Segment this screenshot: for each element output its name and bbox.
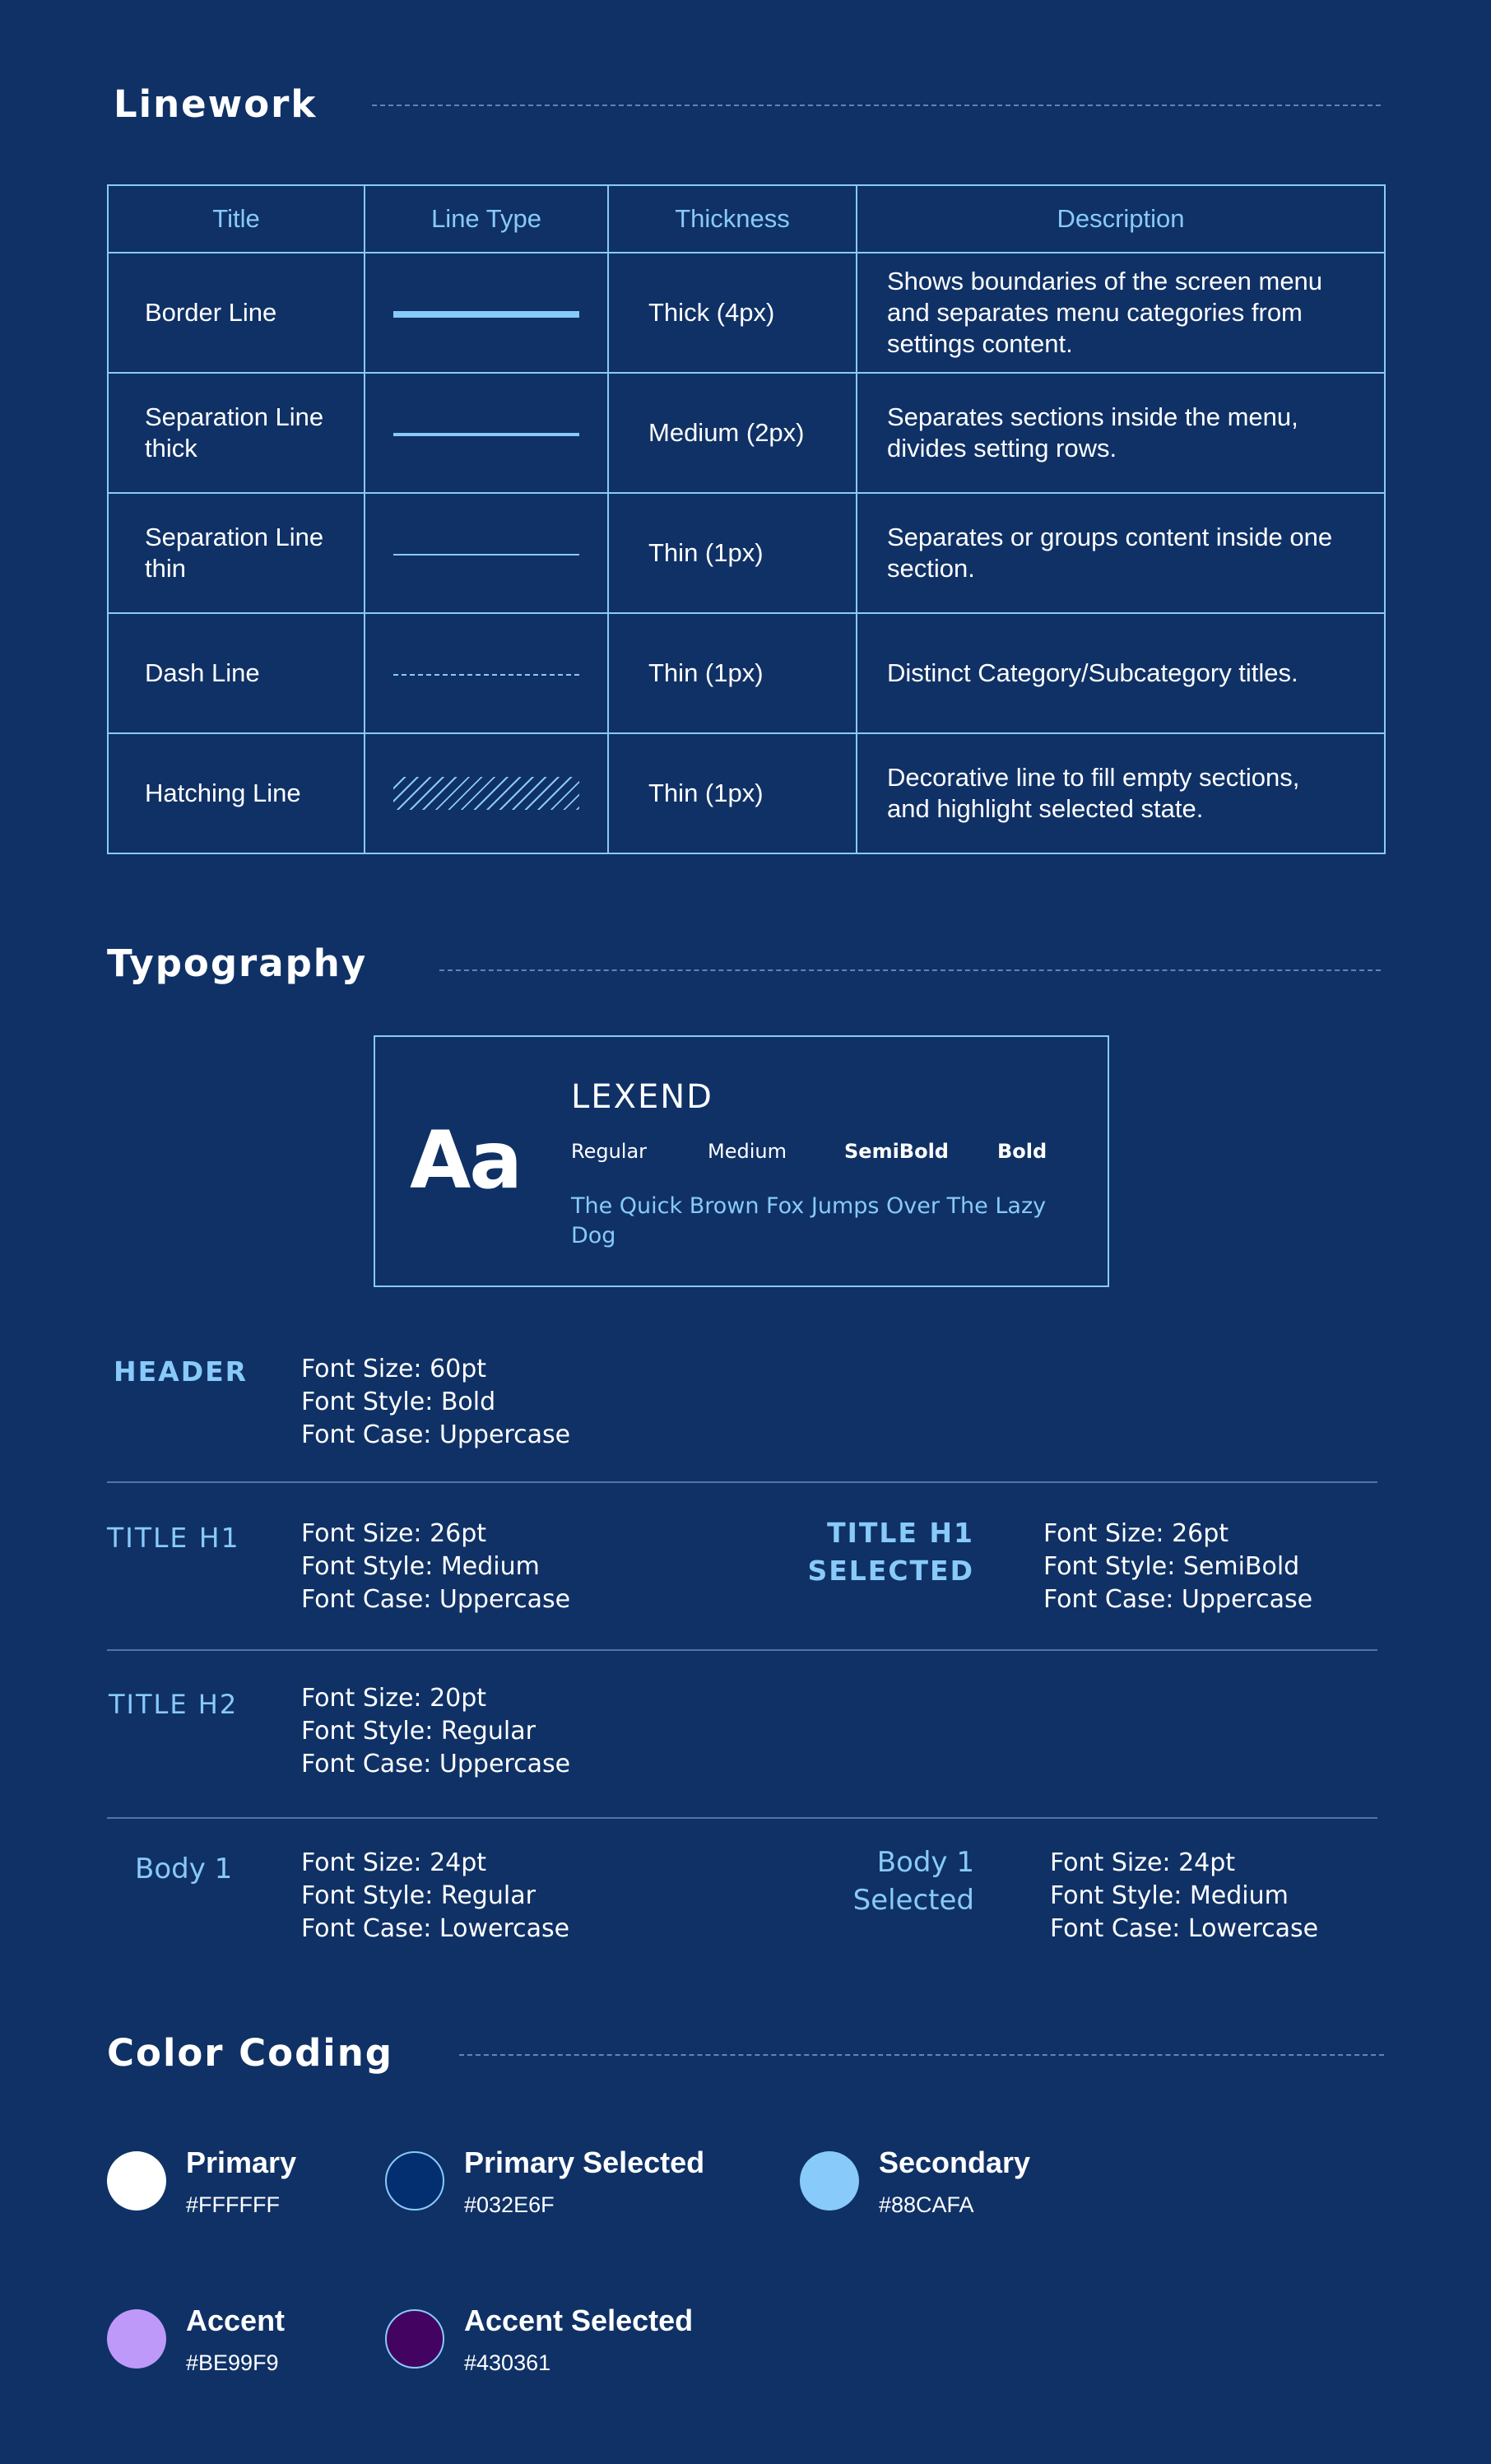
spec-size: Font Size: 20pt (301, 1684, 487, 1713)
type-divider (107, 1817, 1377, 1819)
row-description: Separates sections inside the menu, divides setting rows. (857, 373, 1385, 493)
row-thickness: Thin (1px) (608, 493, 857, 613)
spec-case: Font Case: Uppercase (301, 1750, 571, 1778)
table-row (108, 493, 1385, 613)
col-header-thickness: Thickness (608, 185, 857, 253)
accent-color-name: Accent (186, 2304, 286, 2337)
linework-table (107, 184, 1386, 854)
title-h1-style-label: TITLE H1 (107, 1522, 240, 1554)
typography-section-header (107, 935, 1381, 993)
row-title: Separation Line thick (108, 373, 365, 493)
linework-section-header (114, 76, 1381, 133)
table-row (108, 733, 1385, 853)
row-line-sample (365, 493, 608, 613)
spec-style: Font Style: Bold (301, 1388, 496, 1416)
header-style-label: HEADER (114, 1355, 248, 1388)
typography-title: Typography (107, 941, 368, 985)
hatch-line-sample (393, 777, 579, 810)
secondary-swatch (800, 2151, 859, 2211)
spec-style: Font Style: Regular (301, 1881, 536, 1910)
label-line: Body 1 (876, 1846, 974, 1879)
color-coding-dash-divider (459, 2054, 1384, 2056)
row-title: Border Line (108, 253, 365, 373)
table-row (108, 253, 1385, 373)
title-h1-selected-style-label (773, 1514, 974, 1590)
label-line: SELECTED (807, 1555, 974, 1587)
spec-size: Font Size: 60pt (301, 1355, 487, 1383)
medium-line-sample (393, 433, 579, 436)
body1-selected-style-label (790, 1843, 974, 1919)
row-thickness: Thin (1px) (608, 733, 857, 853)
font-name: LEXEND (571, 1078, 713, 1116)
accent-selected-color-hex: #430361 (464, 2350, 551, 2375)
row-thickness: Thin (1px) (608, 613, 857, 733)
title-h2-style-label: TITLE H2 (109, 1689, 239, 1720)
spec-style: Font Style: Medium (1050, 1881, 1289, 1910)
row-description: Shows boundaries of the screen menu and separates menu categories from settings content. (857, 253, 1385, 373)
spec-style: Font Style: SemiBold (1043, 1552, 1300, 1581)
title-h2-style-specs (301, 1682, 570, 1781)
row-line-sample (365, 613, 608, 733)
dash-line-sample (393, 674, 579, 676)
weight-medium: Medium (708, 1140, 787, 1163)
typography-dash-divider (439, 969, 1381, 971)
spec-case: Font Case: Uppercase (1043, 1585, 1313, 1614)
spec-size: Font Size: 24pt (1050, 1848, 1236, 1877)
primary-color-hex: #FFFFFF (186, 2192, 280, 2217)
spec-case: Font Case: Lowercase (1050, 1914, 1319, 1943)
body1-style-label: Body 1 (135, 1853, 233, 1885)
primary-selected-color-hex: #032E6F (464, 2192, 555, 2217)
weight-bold: Bold (997, 1140, 1047, 1163)
linework-dash-divider (372, 105, 1381, 106)
label-line: Selected (852, 1884, 974, 1917)
row-title: Separation Line thin (108, 493, 365, 613)
label-line: TITLE H1 (827, 1517, 974, 1549)
linework-title: Linework (114, 82, 318, 126)
spec-case: Font Case: Lowercase (301, 1914, 570, 1943)
col-header-line-type: Line Type (365, 185, 608, 253)
secondary-color-hex: #88CAFA (879, 2192, 974, 2217)
row-description: Separates or groups content inside one section. (857, 493, 1385, 613)
color-coding-section-header (107, 2025, 1384, 2082)
primary-color-name: Primary (186, 2146, 297, 2179)
spec-style: Font Style: Regular (301, 1717, 536, 1746)
spec-style: Font Style: Medium (301, 1552, 540, 1581)
row-title: Dash Line (108, 613, 365, 733)
row-thickness: Medium (2px) (608, 373, 857, 493)
secondary-color-name: Secondary (879, 2146, 1031, 2179)
accent-selected-swatch (385, 2309, 444, 2369)
row-line-sample (365, 733, 608, 853)
weight-semibold: SemiBold (844, 1140, 949, 1163)
accent-swatch (107, 2309, 166, 2369)
primary-swatch (107, 2151, 166, 2211)
thin-line-sample (393, 554, 579, 556)
accent-selected-color-name: Accent Selected (464, 2304, 694, 2337)
accent-color-hex: #BE99F9 (186, 2350, 279, 2375)
table-header-row (108, 185, 1385, 253)
type-divider (107, 1649, 1377, 1651)
color-coding-title: Color Coding (107, 2031, 393, 2075)
thick-line-sample (393, 311, 579, 318)
spec-case: Font Case: Uppercase (301, 1420, 571, 1449)
col-header-description: Description (857, 185, 1385, 253)
row-description: Distinct Category/Subcategory titles. (857, 613, 1385, 733)
weight-regular: Regular (571, 1140, 648, 1163)
font-card (374, 1035, 1109, 1287)
table-row (108, 373, 1385, 493)
title-h1-style-specs (301, 1518, 570, 1616)
table-row (108, 613, 1385, 733)
body1-style-specs (301, 1847, 569, 1946)
row-line-sample (365, 373, 608, 493)
row-title: Hatching Line (108, 733, 365, 853)
row-description: Decorative line to fill empty sections, and highlight selected state. (857, 733, 1385, 853)
body1-selected-style-specs (1050, 1847, 1318, 1946)
title-h1-selected-style-specs (1043, 1518, 1312, 1616)
type-divider (107, 1481, 1377, 1483)
spec-case: Font Case: Uppercase (301, 1585, 571, 1614)
primary-selected-color-name: Primary Selected (464, 2146, 705, 2179)
row-thickness: Thick (4px) (608, 253, 857, 373)
spec-size: Font Size: 26pt (1043, 1519, 1229, 1548)
header-style-specs (301, 1353, 570, 1452)
col-header-title: Title (108, 185, 365, 253)
spec-size: Font Size: 26pt (301, 1519, 487, 1548)
spec-size: Font Size: 24pt (301, 1848, 487, 1877)
primary-selected-swatch (385, 2151, 444, 2211)
row-line-sample (365, 253, 608, 373)
font-pangram: The Quick Brown Fox Jumps Over The Lazy Dog (571, 1193, 1047, 1248)
font-glyph-sample: Aa (410, 1114, 522, 1206)
